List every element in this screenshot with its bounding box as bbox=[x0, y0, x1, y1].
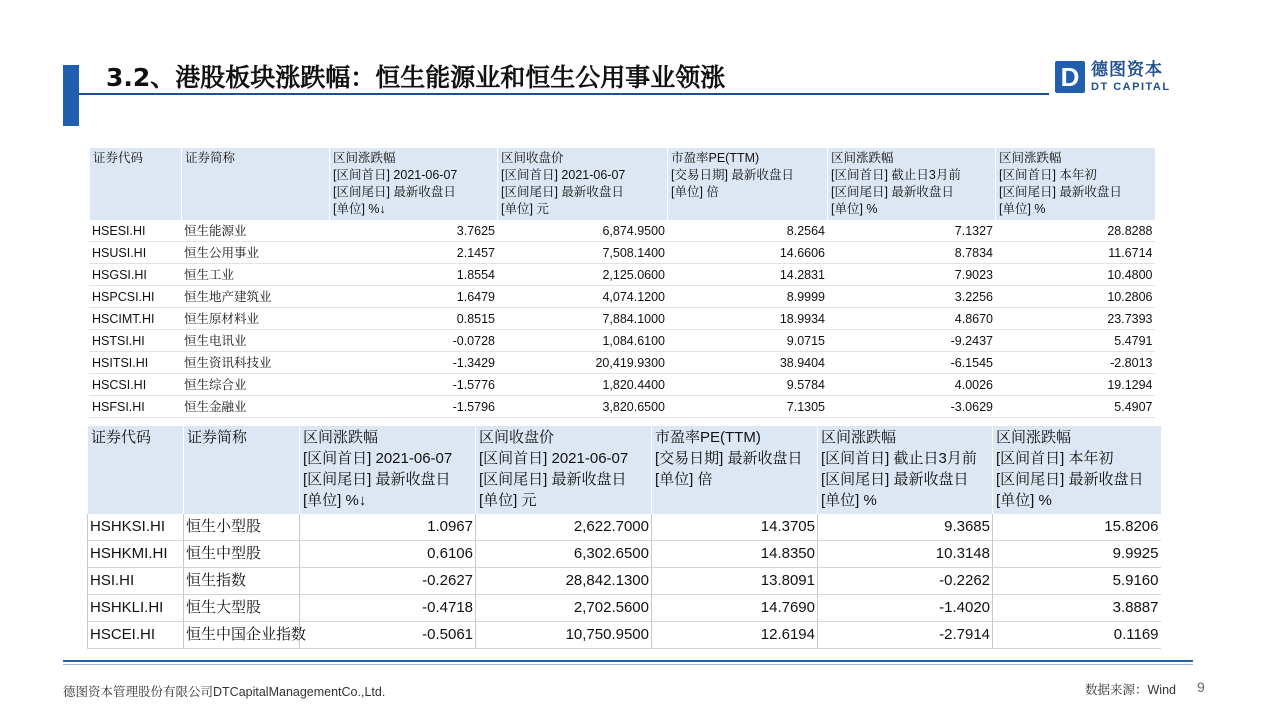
table-row bbox=[88, 514, 1161, 541]
security-code-cell: HSPCSI.HI bbox=[90, 286, 182, 308]
column-header-line: [单位] % bbox=[996, 492, 1052, 509]
value-cell: -2.8013 bbox=[996, 352, 1155, 374]
table-row bbox=[90, 264, 1155, 286]
security-code-cell: HSUSI.HI bbox=[90, 242, 182, 264]
column-header-line: [区间首日] 截止日3月前 bbox=[831, 168, 961, 182]
column-header-line: [交易日期] 最新收盘日 bbox=[655, 450, 803, 467]
security-code-cell: HSGSI.HI bbox=[90, 264, 182, 286]
value-cell: 9.0715 bbox=[668, 330, 828, 352]
security-name-cell: 恒生中国企业指数 bbox=[184, 622, 300, 649]
logo-chinese-name: 德图资本 bbox=[1091, 59, 1163, 80]
value-cell: -2.7914 bbox=[818, 622, 993, 649]
table-row bbox=[90, 330, 1155, 352]
security-name-cell: 恒生小型股 bbox=[184, 514, 300, 541]
column-header-line: 区间涨跌幅 bbox=[999, 151, 1062, 165]
column-header-line: 市盈率PE(TTM) bbox=[655, 429, 761, 446]
column-header bbox=[668, 148, 828, 220]
security-name-cell: 恒生地产建筑业 bbox=[182, 286, 330, 308]
value-cell: 10.4800 bbox=[996, 264, 1155, 286]
value-cell: 19.1294 bbox=[996, 374, 1155, 396]
value-cell: 0.8515 bbox=[330, 308, 498, 330]
value-cell: 20,419.9300 bbox=[498, 352, 668, 374]
security-code-cell: HSESI.HI bbox=[90, 220, 182, 242]
column-header bbox=[652, 426, 818, 514]
column-header bbox=[182, 148, 330, 220]
security-code-cell: HSCSI.HI bbox=[90, 374, 182, 396]
value-cell: -0.2262 bbox=[818, 568, 993, 595]
column-header-line: 区间涨跌幅 bbox=[831, 151, 894, 165]
security-name-cell: 恒生金融业 bbox=[182, 396, 330, 418]
security-name-cell: 恒生公用事业 bbox=[182, 242, 330, 264]
security-code-cell: HSHKLI.HI bbox=[88, 595, 184, 622]
column-header-line: 区间涨跌幅 bbox=[996, 429, 1072, 446]
size-index-table bbox=[87, 426, 1161, 649]
column-header-line: [单位] %↓ bbox=[333, 202, 386, 216]
column-header-line: 证券代码 bbox=[91, 429, 152, 446]
column-header-line: [单位] % bbox=[999, 202, 1046, 216]
column-header-line: [交易日期] 最新收盘日 bbox=[671, 168, 794, 182]
value-cell: -1.5776 bbox=[330, 374, 498, 396]
value-cell: 5.4907 bbox=[996, 396, 1155, 418]
column-header-line: [区间尾日] 最新收盘日 bbox=[501, 185, 624, 199]
security-name-cell: 恒生大型股 bbox=[184, 595, 300, 622]
column-header-line: [单位] 元 bbox=[501, 202, 549, 216]
value-cell: 2,702.5600 bbox=[476, 595, 652, 622]
security-name-cell: 恒生能源业 bbox=[182, 220, 330, 242]
column-header-line: [区间首日] 2021-06-07 bbox=[333, 168, 458, 182]
value-cell: 10,750.9500 bbox=[476, 622, 652, 649]
value-cell: 28.8288 bbox=[996, 220, 1155, 242]
footer-rule-thin bbox=[63, 664, 1193, 665]
value-cell: 10.3148 bbox=[818, 541, 993, 568]
column-header-line: [区间尾日] 最新收盘日 bbox=[303, 471, 451, 488]
value-cell: 0.1169 bbox=[993, 622, 1161, 649]
value-cell: 1.0967 bbox=[300, 514, 476, 541]
value-cell: 3,820.6500 bbox=[498, 396, 668, 418]
column-header-line: [区间尾日] 最新收盘日 bbox=[821, 471, 969, 488]
security-name-cell: 恒生原材料业 bbox=[182, 308, 330, 330]
column-header-line: 区间涨跌幅 bbox=[303, 429, 379, 446]
value-cell: 5.9160 bbox=[993, 568, 1161, 595]
column-header-line: 市盈率PE(TTM) bbox=[671, 151, 760, 165]
value-cell: 9.5784 bbox=[668, 374, 828, 396]
value-cell: -1.4020 bbox=[818, 595, 993, 622]
column-header bbox=[88, 426, 184, 514]
column-header bbox=[498, 148, 668, 220]
value-cell: -3.0629 bbox=[828, 396, 996, 418]
table-row bbox=[88, 595, 1161, 622]
value-cell: 38.9404 bbox=[668, 352, 828, 374]
column-header-line: [区间首日] 2021-06-07 bbox=[303, 450, 453, 467]
security-name-cell: 恒生资讯科技业 bbox=[182, 352, 330, 374]
column-header bbox=[300, 426, 476, 514]
value-cell: 7,884.1000 bbox=[498, 308, 668, 330]
security-name-cell: 恒生中型股 bbox=[184, 541, 300, 568]
column-header-line: [区间首日] 本年初 bbox=[996, 450, 1114, 467]
security-code-cell: HSFSI.HI bbox=[90, 396, 182, 418]
value-cell: 7.1327 bbox=[828, 220, 996, 242]
table-row bbox=[90, 396, 1155, 418]
value-cell: -6.1545 bbox=[828, 352, 996, 374]
column-header bbox=[90, 148, 182, 220]
footer-rule bbox=[63, 660, 1193, 662]
value-cell: 1.6479 bbox=[330, 286, 498, 308]
table-row bbox=[90, 242, 1155, 264]
table-row bbox=[90, 374, 1155, 396]
sector-performance-table bbox=[89, 148, 1155, 418]
security-code-cell: HSITSI.HI bbox=[90, 352, 182, 374]
column-header-line: [区间首日] 本年初 bbox=[999, 168, 1097, 182]
column-header bbox=[993, 426, 1161, 514]
value-cell: 4,074.1200 bbox=[498, 286, 668, 308]
page-number: 9 bbox=[1197, 679, 1205, 695]
value-cell: 8.2564 bbox=[668, 220, 828, 242]
column-header-line: 证券简称 bbox=[187, 429, 248, 446]
page-title: 3.2、港股板块涨跌幅：恒生能源业和恒生公用事业领涨 bbox=[106, 63, 726, 92]
value-cell: 7,508.1400 bbox=[498, 242, 668, 264]
table-row bbox=[88, 541, 1161, 568]
column-header-line: 区间涨跌幅 bbox=[333, 151, 396, 165]
value-cell: 3.7625 bbox=[330, 220, 498, 242]
value-cell: 9.9925 bbox=[993, 541, 1161, 568]
column-header-line: [区间尾日] 最新收盘日 bbox=[333, 185, 456, 199]
value-cell: 1.8554 bbox=[330, 264, 498, 286]
value-cell: 18.9934 bbox=[668, 308, 828, 330]
value-cell: 3.8887 bbox=[993, 595, 1161, 622]
value-cell: 12.6194 bbox=[652, 622, 818, 649]
value-cell: 1,820.4400 bbox=[498, 374, 668, 396]
column-header bbox=[828, 148, 996, 220]
column-header-line: [区间首日] 截止日3月前 bbox=[821, 450, 977, 467]
value-cell: 13.8091 bbox=[652, 568, 818, 595]
value-cell: 1,084.6100 bbox=[498, 330, 668, 352]
column-header-line: [区间首日] 2021-06-07 bbox=[501, 168, 626, 182]
value-cell: -9.2437 bbox=[828, 330, 996, 352]
security-code-cell: HSTSI.HI bbox=[90, 330, 182, 352]
column-header-line: [单位] 倍 bbox=[655, 471, 713, 488]
value-cell: 6,874.9500 bbox=[498, 220, 668, 242]
value-cell: -0.2627 bbox=[300, 568, 476, 595]
value-cell: 7.9023 bbox=[828, 264, 996, 286]
data-source: 数据来源：Wind bbox=[1085, 683, 1176, 697]
value-cell: 23.7393 bbox=[996, 308, 1155, 330]
value-cell: 9.3685 bbox=[818, 514, 993, 541]
table-row bbox=[88, 622, 1161, 649]
table-row bbox=[90, 352, 1155, 374]
value-cell: 14.6606 bbox=[668, 242, 828, 264]
column-header-line: [区间首日] 2021-06-07 bbox=[479, 450, 629, 467]
column-header-line: [单位] % bbox=[831, 202, 878, 216]
column-header-line: [单位] %↓ bbox=[303, 492, 367, 509]
value-cell: 14.3705 bbox=[652, 514, 818, 541]
logo-mark: D bbox=[1055, 61, 1085, 93]
security-name-cell: 恒生工业 bbox=[182, 264, 330, 286]
value-cell: -0.0728 bbox=[330, 330, 498, 352]
value-cell: 14.2831 bbox=[668, 264, 828, 286]
value-cell: -0.4718 bbox=[300, 595, 476, 622]
value-cell: 0.6106 bbox=[300, 541, 476, 568]
value-cell: -0.5061 bbox=[300, 622, 476, 649]
security-code-cell: HSI.HI bbox=[88, 568, 184, 595]
value-cell: 14.8350 bbox=[652, 541, 818, 568]
value-cell: 28,842.1300 bbox=[476, 568, 652, 595]
security-code-cell: HSHKSI.HI bbox=[88, 514, 184, 541]
table-row bbox=[90, 286, 1155, 308]
title-accent-bar bbox=[63, 65, 79, 126]
value-cell: -1.3429 bbox=[330, 352, 498, 374]
value-cell: 15.8206 bbox=[993, 514, 1161, 541]
column-header bbox=[184, 426, 300, 514]
security-code-cell: HSHKMI.HI bbox=[88, 541, 184, 568]
security-name-cell: 恒生电讯业 bbox=[182, 330, 330, 352]
column-header bbox=[330, 148, 498, 220]
value-cell: 2,125.0600 bbox=[498, 264, 668, 286]
column-header-line: [单位] 倍 bbox=[671, 185, 719, 199]
column-header-line: 证券代码 bbox=[93, 151, 144, 165]
security-code-cell: HSCIMT.HI bbox=[90, 308, 182, 330]
value-cell: 11.6714 bbox=[996, 242, 1155, 264]
dt-capital-logo bbox=[1055, 61, 1171, 93]
security-name-cell: 恒生综合业 bbox=[182, 374, 330, 396]
value-cell: 8.7834 bbox=[828, 242, 996, 264]
column-header-line: [区间尾日] 最新收盘日 bbox=[831, 185, 954, 199]
value-cell: 2,622.7000 bbox=[476, 514, 652, 541]
column-header-line: 区间收盘价 bbox=[479, 429, 555, 446]
footer-company: 德图资本管理股份有限公司DTCapitalManagementCo.,Ltd. bbox=[63, 685, 386, 699]
title-underline bbox=[79, 93, 1049, 95]
value-cell: 8.9999 bbox=[668, 286, 828, 308]
value-cell: 14.7690 bbox=[652, 595, 818, 622]
value-cell: 7.1305 bbox=[668, 396, 828, 418]
value-cell: 2.1457 bbox=[330, 242, 498, 264]
column-header-line: [区间尾日] 最新收盘日 bbox=[479, 471, 627, 488]
column-header bbox=[818, 426, 993, 514]
table-row bbox=[88, 568, 1161, 595]
logo-english-name: DT CAPITAL bbox=[1091, 80, 1171, 93]
value-cell: 10.2806 bbox=[996, 286, 1155, 308]
value-cell: 6,302.6500 bbox=[476, 541, 652, 568]
column-header-line: [区间尾日] 最新收盘日 bbox=[996, 471, 1144, 488]
column-header-line: [单位] 元 bbox=[479, 492, 537, 509]
column-header-line: 区间收盘价 bbox=[501, 151, 564, 165]
column-header-line: [区间尾日] 最新收盘日 bbox=[999, 185, 1122, 199]
column-header bbox=[996, 148, 1155, 220]
value-cell: -1.5796 bbox=[330, 396, 498, 418]
value-cell: 3.2256 bbox=[828, 286, 996, 308]
value-cell: 4.0026 bbox=[828, 374, 996, 396]
value-cell: 5.4791 bbox=[996, 330, 1155, 352]
column-header-line: [单位] % bbox=[821, 492, 877, 509]
column-header-line: 区间涨跌幅 bbox=[821, 429, 897, 446]
value-cell: 4.8670 bbox=[828, 308, 996, 330]
column-header-line: 证券简称 bbox=[185, 151, 236, 165]
table-row bbox=[90, 220, 1155, 242]
security-name-cell: 恒生指数 bbox=[184, 568, 300, 595]
security-code-cell: HSCEI.HI bbox=[88, 622, 184, 649]
column-header bbox=[476, 426, 652, 514]
table-row bbox=[90, 308, 1155, 330]
